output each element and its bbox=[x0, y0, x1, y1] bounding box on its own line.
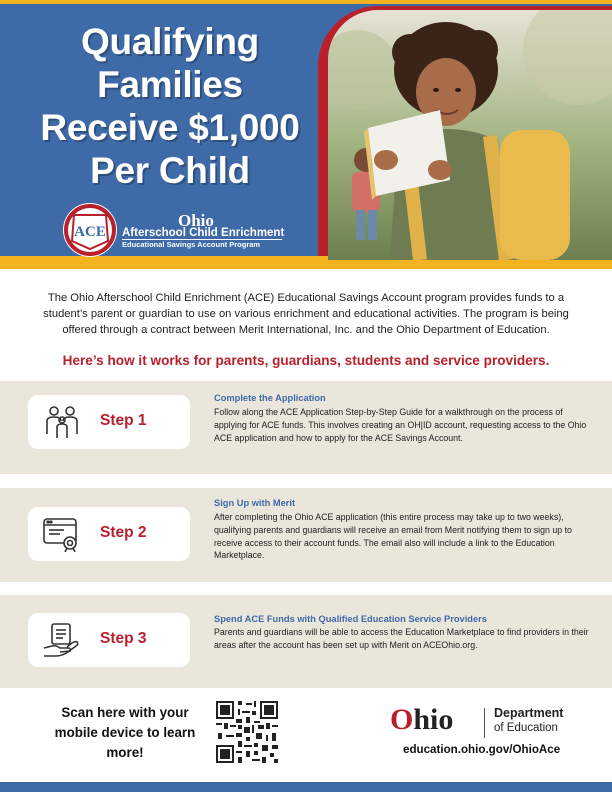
hero-top-stripe bbox=[0, 0, 612, 4]
headline-line: Per Child bbox=[90, 150, 250, 191]
step-2-heading: Sign Up with Merit bbox=[214, 498, 296, 508]
ace-badge-text: ACE bbox=[74, 224, 106, 240]
step-3-card bbox=[28, 613, 190, 667]
ace-logo-icon bbox=[60, 201, 130, 259]
step-3-heading: Spend ACE Funds with Qualified Education Service Providers bbox=[214, 614, 487, 624]
ohio-logo-o: O bbox=[390, 703, 414, 736]
ohio-logo bbox=[390, 703, 453, 737]
step-2-body: After completing the Ohio ACE application (this entire process may take up to two weeks), qualifying parents and guardians will receive an email from Merit notifying them to sign up to receive access to their account funds. The email also will include a link to the Education Marketplace. bbox=[214, 512, 572, 561]
website-link[interactable]: education.ohio.gov/OhioAce bbox=[403, 743, 561, 756]
ace-program-subtitle: Educational Savings Account Program bbox=[122, 240, 261, 249]
headline bbox=[20, 20, 320, 192]
how-it-works-heading: Here’s how it works for parents, guardians, students and service providers. bbox=[62, 353, 550, 368]
step-1-heading: Complete the Application bbox=[214, 393, 326, 403]
step-2-card bbox=[28, 507, 190, 561]
ohio-logo-rest: hio bbox=[413, 703, 454, 736]
intro-paragraph: The Ohio Afterschool Child Enrichment (ACE) Educational Savings Account program provides funds to a student’s parent or guardian to use on various enrichment and educational activities. The program is being offered through a contract between Merit International, Inc. and the Ohio Department of Education. bbox=[43, 292, 569, 336]
hand-document-icon bbox=[42, 622, 82, 658]
hero-banner bbox=[0, 0, 612, 278]
ace-program-title: Afterschool Child Enrichment bbox=[122, 227, 285, 239]
family-icon bbox=[42, 404, 82, 440]
step-1-label: Step 1 bbox=[100, 412, 147, 429]
dept-divider bbox=[484, 708, 485, 738]
qr-code[interactable] bbox=[214, 699, 280, 765]
browser-badge-icon bbox=[42, 516, 82, 552]
headline-line: Receive $1,000 bbox=[40, 107, 300, 148]
ace-ohio-wordmark: Ohio bbox=[178, 211, 214, 230]
bottom-bar bbox=[0, 782, 612, 792]
headline-line: Qualifying bbox=[81, 21, 259, 62]
headline-line: Families bbox=[97, 64, 243, 105]
step-1-body: Follow along the ACE Application Step-by-Step Guide for a walkthrough on the process of applying for ACE funds. This involves creating an OH|ID account, requesting access to the Ohio ACE application and how to apply for the ACE Savings Account. bbox=[214, 407, 587, 443]
step-1-card bbox=[28, 395, 190, 449]
child-with-backpack-image bbox=[328, 10, 612, 260]
dept-line-1: Department bbox=[494, 706, 564, 720]
step-3-label: Step 3 bbox=[100, 630, 147, 647]
scan-prompt: Scan here with your mobile device to learn more! bbox=[54, 705, 196, 760]
step-3-body: Parents and guardians will be able to access the Education Marketplace to find providers in their areas after the account has been set up with Merit on ACEOhio.org. bbox=[214, 627, 589, 650]
dept-name bbox=[494, 706, 563, 736]
step-2-label: Step 2 bbox=[100, 524, 147, 541]
dept-line-2: of Education bbox=[494, 722, 558, 734]
hero-photo bbox=[328, 10, 612, 260]
